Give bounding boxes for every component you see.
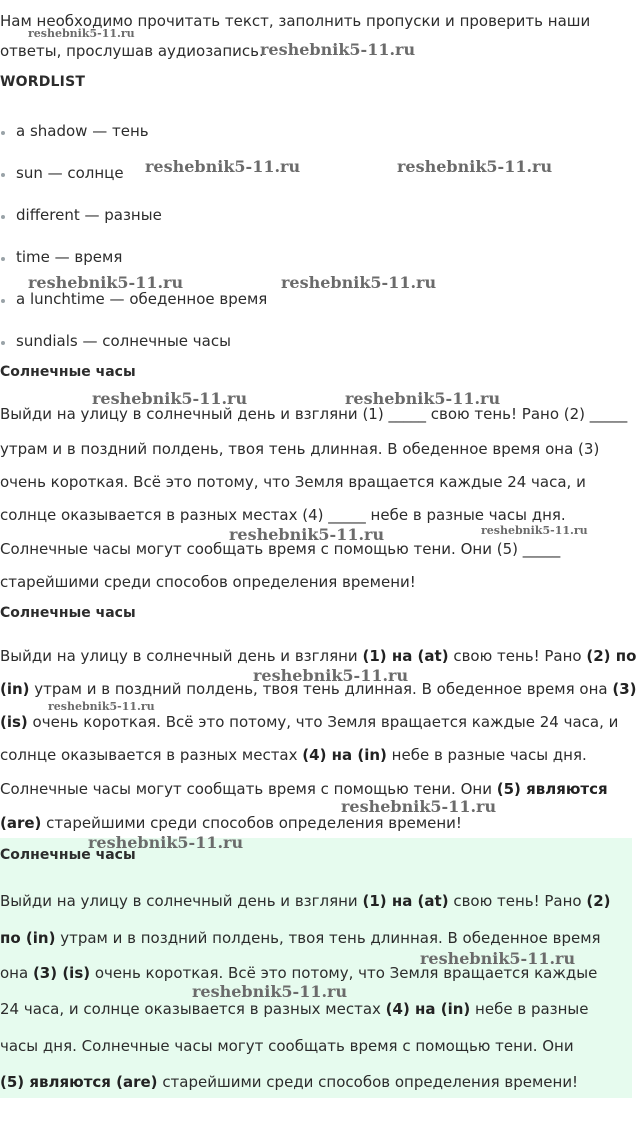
intro-line-1: Нам необходимо прочитать текст, заполнить пропуски и проверить наши — [0, 12, 591, 30]
task-line: старейшими среди способов определения времени! — [0, 573, 416, 591]
task-line: Выйди на улицу в солнечный день и взгляни (1) _____ свою тень! Рано (2) _____ — [0, 405, 628, 423]
watermark: reshebnik5-11.ru — [481, 524, 588, 537]
watermark: reshebnik5-11.ru — [229, 525, 385, 544]
intro-line-2: ответы, прослушав аудиозапись. — [0, 42, 264, 60]
watermark: reshebnik5-11.ru — [88, 833, 244, 852]
watermark: reshebnik5-11.ru — [281, 273, 437, 292]
list-item: a shadow — тень — [16, 122, 149, 140]
task-title: Солнечные часы — [0, 364, 136, 380]
answer-line: она (3) (is) очень короткая. Всё это потому, что Земля вращается каждые — [0, 964, 598, 982]
task-line: Солнечные часы могут сообщать время с помощью тени. Они (5) _____ — [0, 540, 561, 558]
answer-line: Выйди на улицу в солнечный день и взгляни (1) на (at) свою тень! Рано (2) по — [0, 647, 637, 665]
answer-line: по (in) утрам и в поздний полдень, твоя тень длинная. В обеденное время — [0, 929, 601, 947]
watermark: reshebnik5-11.ru — [28, 273, 184, 292]
watermark: reshebnik5-11.ru — [192, 982, 348, 1001]
watermark: reshebnik5-11.ru — [92, 389, 248, 408]
task-line: очень короткая. Всё это потому, что Земля вращается каждые 24 часа, и — [0, 473, 586, 491]
watermark: reshebnik5-11.ru — [341, 797, 497, 816]
answer-line: 24 часа, и солнце оказывается в разных местах (4) на (in) небе в разные — [0, 1000, 589, 1018]
watermark: reshebnik5-11.ru — [253, 666, 409, 685]
answer-line: (are) старейшими среди способов определения времени! — [0, 814, 462, 832]
watermark: reshebnik5-11.ru — [420, 949, 576, 968]
answer-title: Солнечные часы — [0, 605, 136, 621]
list-item: a lunchtime — обеденное время — [16, 290, 268, 308]
answer-line: часы дня. Солнечные часы могут сообщать время с помощью тени. Они — [0, 1037, 574, 1055]
task-line: утрам и в поздний полдень, твоя тень длинная. В обеденное время она (3) — [0, 440, 600, 458]
answer-line: (is) очень короткая. Всё это потому, что Земля вращается каждые 24 часа, и — [0, 713, 619, 731]
answer-line: (in) утрам и в поздний полдень, твоя тень длинная. В обеденное время она (3) — [0, 680, 637, 698]
task-line: солнце оказывается в разных местах (4) _____ небе в разные часы дня. — [0, 506, 566, 524]
answer-title: Солнечные часы — [0, 847, 136, 863]
watermark: reshebnik5-11.ru — [28, 27, 135, 40]
watermark: reshebnik5-11.ru — [145, 157, 301, 176]
answer-line: (5) являются (are) старейшими среди способов определения времени! — [0, 1073, 579, 1091]
watermark: reshebnik5-11.ru — [48, 700, 155, 713]
answer-line: солнце оказывается в разных местах (4) на (in) небе в разные часы дня. — [0, 746, 587, 764]
watermark: reshebnik5-11.ru — [397, 157, 553, 176]
list-item: different — разные — [16, 206, 162, 224]
list-item: time — время — [16, 248, 123, 266]
watermark: reshebnik5-11.ru — [260, 40, 416, 59]
list-item: sun — солнце — [16, 164, 124, 182]
list-item: sundials — солнечные часы — [16, 332, 231, 350]
answer-line: Выйди на улицу в солнечный день и взгляни (1) на (at) свою тень! Рано (2) — [0, 892, 611, 910]
answer-line: Солнечные часы могут сообщать время с помощью тени. Они (5) являются — [0, 780, 608, 798]
watermark: reshebnik5-11.ru — [345, 389, 501, 408]
wordlist-title: WORDLIST — [0, 74, 86, 90]
